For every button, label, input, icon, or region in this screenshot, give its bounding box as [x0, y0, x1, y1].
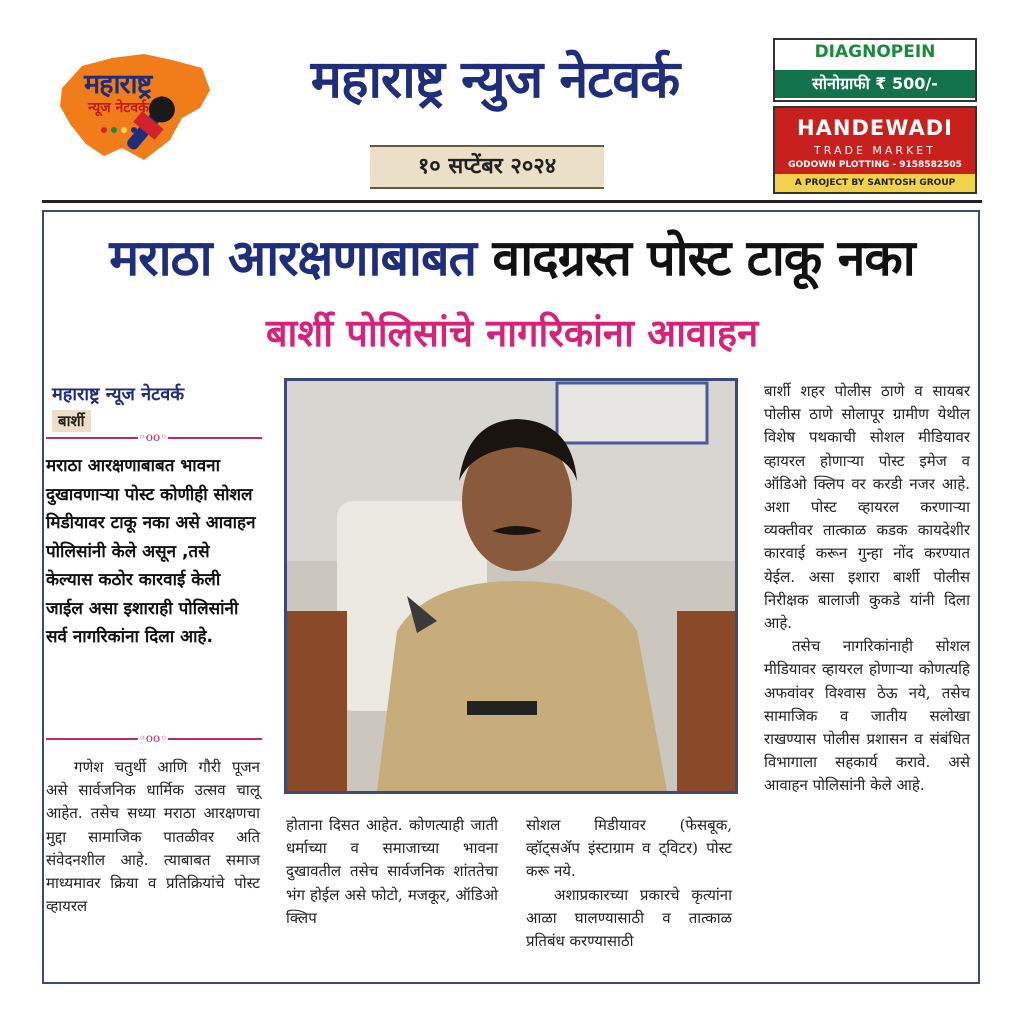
column-2-text: होताना दिसत आहेत. कोणत्याही जाती धर्माच्या व समाजाच्या भावना दुखावतील तसेच सार्वजनिक शांततेचा भंग होईल असे फोटो, मजकूर, ऑडिओ क्लिप: [286, 816, 498, 927]
column-3-para-1: सोशल मिडीयावर (फेसबूक, व्हॉट्सॲप इंस्टाग्राम व ट्विटर) पोस्ट करू नये.: [526, 816, 732, 881]
police-officer-photo: [284, 378, 738, 794]
ad-brand: DIAGNOPEIN: [814, 42, 936, 62]
column-4-para-2: तसेच नागरिकांनाही सोशल मीडियावर व्हायरल होणाऱ्या कोणत्यहि अफवांवर विश्वास ठेऊ नये, तसेच सामाजिक व जातीय सलोखा राखण्यास पोलीस प्रशासन व संबंधित विभागाला सहकार्य करावे. असे आवाहन पोलिसांनी केले आहे.: [764, 637, 970, 795]
column-3-para-2: अशाप्रकारच्या प्रकारचे कृत्यांना आळा घालण्यासाठी व तात्काळ प्रतिबंध करण्यासाठी: [526, 885, 732, 951]
handewadi-ad[interactable]: [773, 106, 977, 194]
subheadline: बार्शी पोलिसांचे नागरिकांना आवाहन: [265, 311, 759, 355]
logo-subtitle: न्यूज नेटवर्क: [88, 100, 149, 116]
ad-footer: A PROJECT BY SANTOSH GROUP: [775, 174, 975, 192]
article-lede: मराठा आरक्षणाबाबत भावना दुखावणाऱ्या पोस्ट कोणीही सोशल मिडीयावर टाकू नका असे आवाहन पोलिसांनी केले असून ,तसे केल्यास कठोर कारवाई केली जाईल असा इशाराही पोलिसांनी सर्व नागरिकांना दिला आहे.: [46, 456, 256, 647]
byline: महाराष्ट्र न्यूज नेटवर्क: [52, 384, 185, 405]
column-3: [526, 814, 732, 953]
column-4-para-1: बार्शी शहर पोलीस ठाणे व सायबर पोलीस ठाणे सोलापूर ग्रामीण येथील विशेष पथकाची सोशल मीडियावर व्हायरल होणाऱ्या पोस्ट इमेज व ऑडिओ क्लिप वर करडी नजर आहे. अशा पोस्ट व्हायरल करणाऱ्या व्यक्तीवर तात्काळ कडक कायदेशीर कारवाई करून गुन्हा नोंद करण्यात येईल. असा इशारा बार्शी पोलीस निरीक्षक बालाजी कुकडे यांनी दिला आहे.: [764, 382, 970, 633]
diagnopein-ad[interactable]: [773, 38, 977, 102]
ad-subtitle: TRADE MARKET: [814, 144, 936, 157]
logo-title: महाराष्ट्र: [84, 69, 152, 100]
ad-title: HANDEWADI: [797, 116, 953, 140]
ornament-divider-bottom: ◦oo◦: [46, 738, 262, 740]
masthead: महाराष्ट्र न्युज नेटवर्क: [310, 50, 680, 110]
headline-part1: मराठा आरक्षणाबाबत: [109, 229, 476, 287]
ad-offer: सोनोग्राफी ₹ 500/-: [775, 70, 975, 98]
header-rule: [42, 200, 982, 203]
column-4: [764, 380, 970, 798]
ad-contact: GODOWN PLOTTING - 9158582505: [788, 160, 962, 170]
ornament-divider-top: ◦oo◦: [46, 437, 262, 439]
headline: [50, 222, 974, 290]
dateline-place: बार्शी: [52, 410, 91, 432]
headline-part2: वादग्रस्त पोस्ट टाकू नका: [492, 229, 915, 287]
publication-date: १० सप्टेंबर २०२४: [370, 145, 604, 189]
column-1-text: गणेश चतुर्थी आणि गौरी पूजन असे सार्वजनिक धार्मिक उत्सव चालू आहेत. तसेच सध्या मराठा आरक्षणचा मुद्दा सामाजिक पातळीवर अति संवेदनशील आहे. त्याबाबत समाज माध्यमावर क्रिया व प्रतिक्रियांचे पोस्ट व्हायरल: [46, 758, 260, 916]
